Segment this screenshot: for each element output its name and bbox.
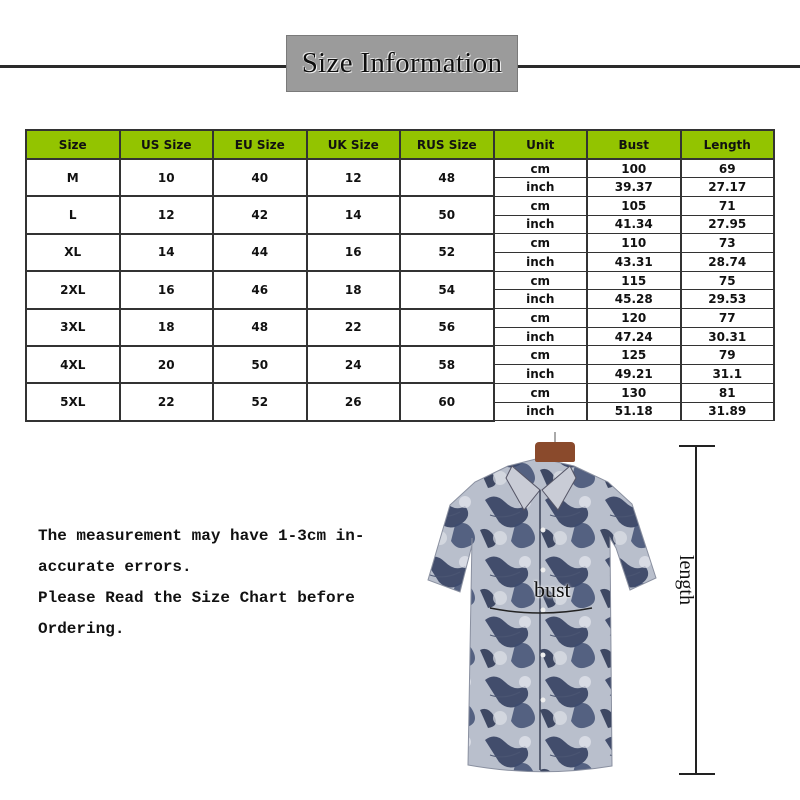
table-row [26, 346, 774, 365]
us-size-cell: 20 [120, 346, 214, 383]
header-uk-size: UK Size [307, 130, 401, 159]
uk-size-cell: 16 [307, 234, 401, 271]
bust-cell-cm: 125 [587, 346, 681, 365]
header-eu-size: EU Size [213, 130, 307, 159]
rus-size-cell: 60 [400, 383, 494, 420]
length-top-tick [679, 445, 715, 447]
bust-cell-inch: 45.28 [587, 290, 681, 309]
size-cell: 2XL [26, 271, 120, 308]
length-cell-cm: 77 [681, 309, 775, 328]
length-cell-inch: 31.1 [681, 365, 775, 384]
unit-cell-cm: cm [494, 196, 588, 215]
table-row [26, 159, 774, 178]
rus-size-cell: 58 [400, 346, 494, 383]
length-cell-inch: 29.53 [681, 290, 775, 309]
size-cell: 4XL [26, 346, 120, 383]
unit-cell-inch: inch [494, 290, 588, 309]
us-size-cell: 14 [120, 234, 214, 271]
unit-cell-cm: cm [494, 309, 588, 328]
length-vertical-line [695, 445, 697, 775]
table-row [26, 234, 774, 253]
eu-size-cell: 40 [213, 159, 307, 196]
unit-cell-inch: inch [494, 402, 588, 421]
table-row [26, 309, 774, 328]
rus-size-cell: 50 [400, 196, 494, 233]
length-cell-cm: 73 [681, 234, 775, 253]
uk-size-cell: 22 [307, 309, 401, 346]
unit-cell-inch: inch [494, 327, 588, 346]
us-size-cell: 10 [120, 159, 214, 196]
length-cell-cm: 81 [681, 383, 775, 402]
bust-cell-inch: 51.18 [587, 402, 681, 421]
header-us-size: US Size [120, 130, 214, 159]
unit-cell-cm: cm [494, 346, 588, 365]
length-measure-line [679, 445, 715, 775]
length-bottom-tick [679, 773, 715, 775]
eu-size-cell: 50 [213, 346, 307, 383]
uk-size-cell: 14 [307, 196, 401, 233]
unit-cell-cm: cm [494, 159, 588, 178]
header-rus-size: RUS Size [400, 130, 494, 159]
page-title: Size Information [286, 35, 518, 92]
length-cell-cm: 71 [681, 196, 775, 215]
rus-size-cell: 52 [400, 234, 494, 271]
note-line: The measurement may have 1-3cm in- [38, 527, 365, 545]
size-chart-table [25, 129, 775, 422]
unit-cell-inch: inch [494, 252, 588, 271]
measurement-note [38, 521, 398, 645]
note-line: accurate errors. [38, 558, 192, 576]
bust-cell-inch: 39.37 [587, 178, 681, 197]
header-size: Size [26, 130, 120, 159]
size-cell: 5XL [26, 383, 120, 420]
unit-cell-inch: inch [494, 365, 588, 384]
eu-size-cell: 46 [213, 271, 307, 308]
uk-size-cell: 18 [307, 271, 401, 308]
bust-cell-inch: 49.21 [587, 365, 681, 384]
rus-size-cell: 56 [400, 309, 494, 346]
length-label: length [675, 555, 697, 605]
header-length: Length [681, 130, 775, 159]
header-unit: Unit [494, 130, 588, 159]
header-bust: Bust [587, 130, 681, 159]
unit-cell-cm: cm [494, 234, 588, 253]
length-cell-inch: 27.95 [681, 215, 775, 234]
eu-size-cell: 48 [213, 309, 307, 346]
hanger-icon [535, 442, 575, 462]
length-cell-cm: 69 [681, 159, 775, 178]
us-size-cell: 16 [120, 271, 214, 308]
rus-size-cell: 48 [400, 159, 494, 196]
us-size-cell: 18 [120, 309, 214, 346]
bust-cell-inch: 43.31 [587, 252, 681, 271]
rus-size-cell: 54 [400, 271, 494, 308]
length-cell-inch: 31.89 [681, 402, 775, 421]
bust-cell-cm: 105 [587, 196, 681, 215]
size-cell: XL [26, 234, 120, 271]
size-cell: M [26, 159, 120, 196]
us-size-cell: 12 [120, 196, 214, 233]
length-cell-cm: 75 [681, 271, 775, 290]
bust-label: bust [534, 577, 571, 602]
table-row [26, 271, 774, 290]
bust-cell-cm: 110 [587, 234, 681, 253]
size-cell: L [26, 196, 120, 233]
eu-size-cell: 44 [213, 234, 307, 271]
note-line: Please Read the Size Chart before [38, 589, 355, 607]
eu-size-cell: 42 [213, 196, 307, 233]
length-cell-inch: 27.17 [681, 178, 775, 197]
table-header-row [26, 130, 774, 159]
us-size-cell: 22 [120, 383, 214, 420]
uk-size-cell: 12 [307, 159, 401, 196]
length-cell-cm: 79 [681, 346, 775, 365]
bust-cell-inch: 47.24 [587, 327, 681, 346]
uk-size-cell: 26 [307, 383, 401, 420]
unit-cell-cm: cm [494, 383, 588, 402]
bust-cell-cm: 100 [587, 159, 681, 178]
note-line: Ordering. [38, 620, 125, 638]
table-row [26, 196, 774, 215]
bust-cell-cm: 120 [587, 309, 681, 328]
size-cell: 3XL [26, 309, 120, 346]
eu-size-cell: 52 [213, 383, 307, 420]
unit-cell-inch: inch [494, 215, 588, 234]
uk-size-cell: 24 [307, 346, 401, 383]
bust-cell-cm: 115 [587, 271, 681, 290]
bust-cell-inch: 41.34 [587, 215, 681, 234]
unit-cell-inch: inch [494, 178, 588, 197]
unit-cell-cm: cm [494, 271, 588, 290]
length-cell-inch: 30.31 [681, 327, 775, 346]
table-row [26, 383, 774, 402]
bust-cell-cm: 130 [587, 383, 681, 402]
length-cell-inch: 28.74 [681, 252, 775, 271]
